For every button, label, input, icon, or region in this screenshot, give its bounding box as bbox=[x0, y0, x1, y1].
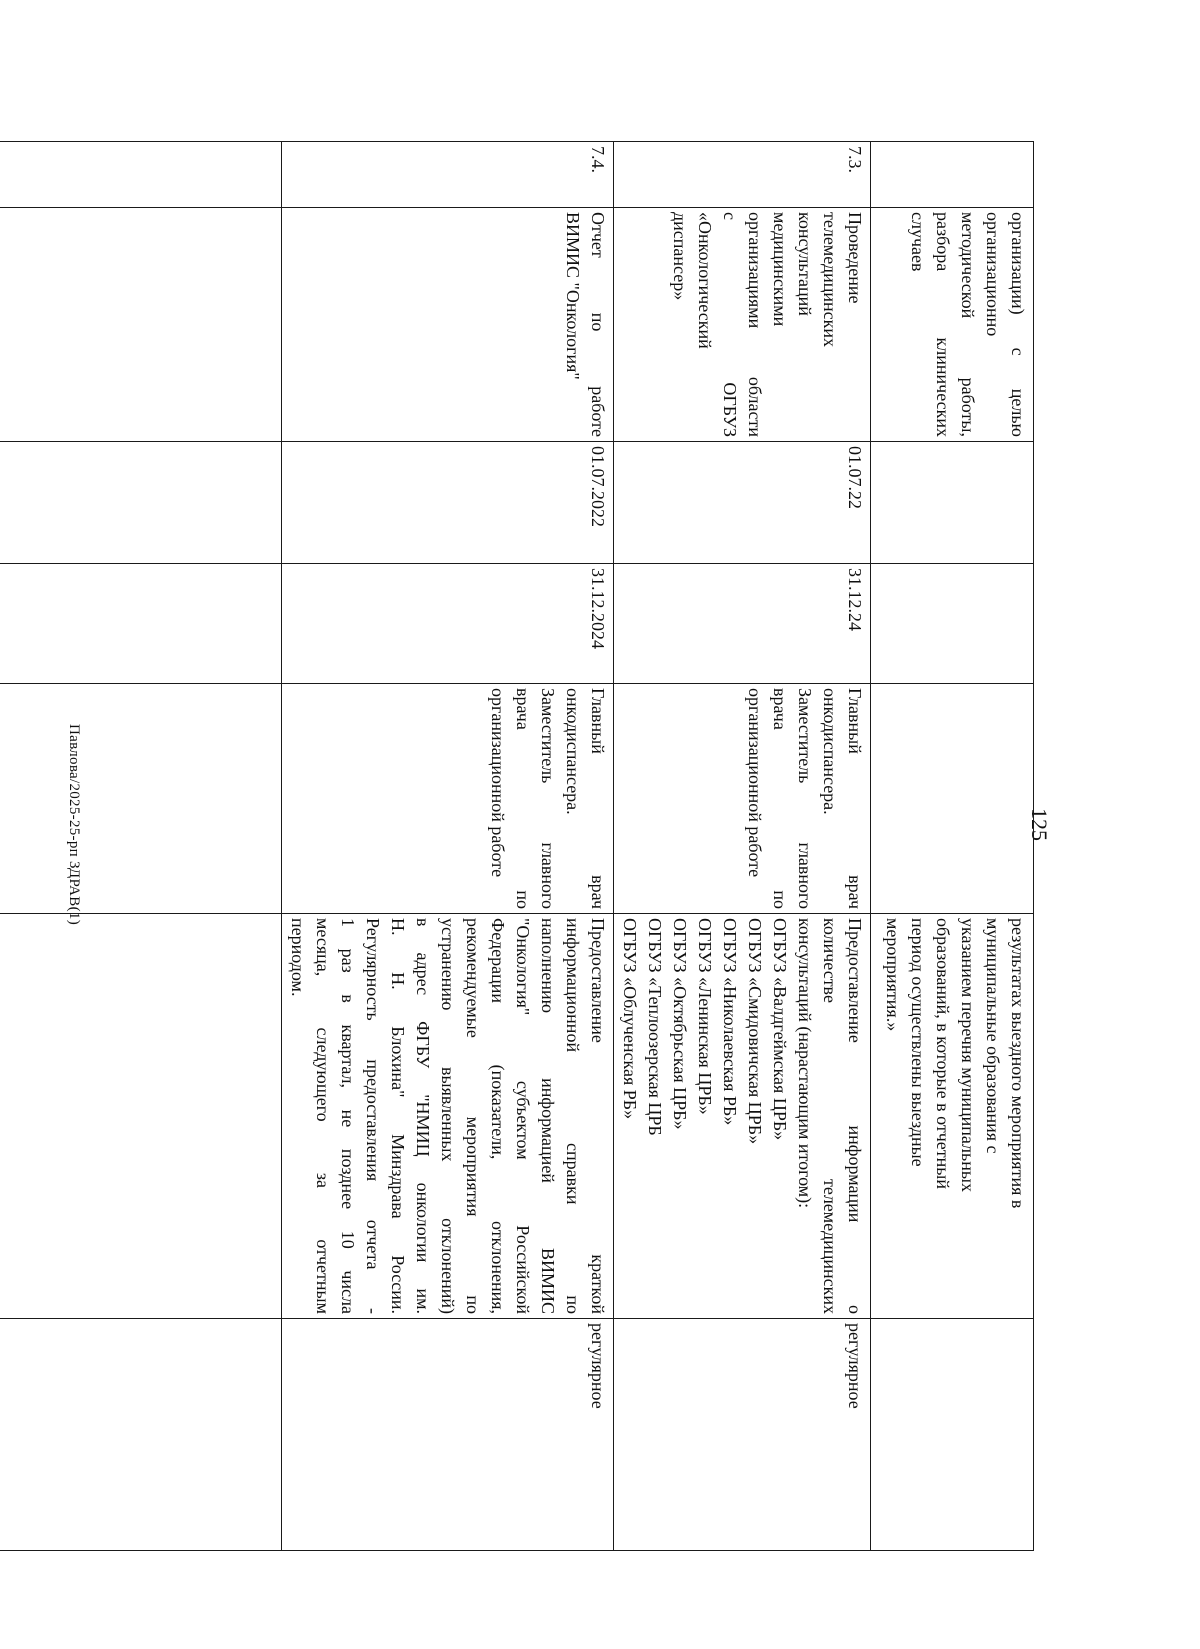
cell-frequency bbox=[871, 1319, 1034, 1551]
text-line: месяца, следующего за отчетным bbox=[313, 918, 333, 1314]
text-line: организациями области bbox=[745, 212, 765, 437]
cell-start-date bbox=[871, 442, 1034, 564]
text-line: ОГБУЗ «Николаевская РБ» bbox=[720, 918, 740, 1126]
cell-measure-name bbox=[614, 208, 871, 442]
text-line: Заместитель главного bbox=[538, 688, 558, 909]
text-line: мероприятия.» bbox=[883, 918, 903, 1032]
text-line: врача по bbox=[513, 688, 533, 909]
measures-table bbox=[0, 141, 1034, 1551]
text-line: диспансер» bbox=[670, 212, 690, 301]
cell-start-date: 01.07.22 bbox=[614, 442, 871, 564]
text-line: онкодиспансера. bbox=[820, 688, 840, 815]
text-line: информационной справки по bbox=[563, 918, 583, 1314]
text-line: рекомендуемые мероприятия по bbox=[463, 918, 483, 1314]
cell-start-date: 01.07.2022 bbox=[282, 442, 614, 564]
text-line: методической работы, bbox=[958, 212, 978, 437]
cell-measure-name bbox=[282, 208, 614, 442]
text-line: Заместитель главного bbox=[795, 688, 815, 909]
text-line: Регулярность предоставления отчета - bbox=[363, 918, 383, 1314]
text-line: врача по bbox=[770, 688, 790, 909]
cell-start-date bbox=[0, 442, 282, 564]
page-number: 125 bbox=[1027, 808, 1052, 841]
text-line: "Онкология" субъектом Российской bbox=[513, 918, 533, 1314]
text-line: наполнению информацией ВИМИС bbox=[538, 918, 558, 1314]
text-line: 1 раз в квартал, не позднее 10 числа bbox=[338, 918, 358, 1314]
cell-responsible bbox=[614, 684, 871, 914]
cell-responsible bbox=[871, 684, 1034, 914]
text-line: с ОГБУЗ bbox=[720, 212, 740, 437]
text-line: организационно bbox=[983, 212, 1003, 337]
text-line: периодом. bbox=[288, 918, 308, 997]
text-line: Н. Н. Блохина" Минздрава России. bbox=[388, 918, 408, 1314]
text-line: организационной работе bbox=[745, 688, 765, 878]
text-line: муниципальные образования с bbox=[983, 918, 1003, 1154]
cell-result bbox=[282, 914, 614, 1319]
cell-frequency: регулярное bbox=[614, 1319, 871, 1551]
cell-number bbox=[0, 142, 282, 208]
text-line: ОГБУЗ «Ленинская ЦРБ» bbox=[695, 918, 715, 1115]
text-line: консультаций bbox=[795, 212, 815, 316]
text-line: ОГБУЗ «Валдгеймская ЦРБ» bbox=[770, 918, 790, 1141]
text-line: организационной работе bbox=[488, 688, 508, 878]
text-line: образований, в которые в отчетный bbox=[933, 918, 953, 1190]
cell-end-date bbox=[0, 564, 282, 684]
text-line: количестве телемедицинских bbox=[820, 918, 840, 1314]
table-row-7-4 bbox=[282, 142, 614, 1551]
text-line: ОГБУЗ «Облученская РБ» bbox=[620, 918, 640, 1120]
text-line: случаев bbox=[908, 212, 928, 272]
text-line: результатах выездного мероприятия в bbox=[1008, 918, 1028, 1209]
text-line: Главный врач bbox=[845, 688, 865, 909]
cell-result bbox=[0, 914, 282, 1319]
text-line: Проведение bbox=[845, 212, 865, 304]
text-line: телемедицинских bbox=[820, 212, 840, 348]
cell-frequency bbox=[0, 1319, 282, 1551]
cell-measure-name bbox=[871, 208, 1034, 442]
document-code: Павлова/2025-25-рп ЗДРАВ(1) bbox=[66, 723, 82, 926]
text-line: консультаций (нарастающим итогом): bbox=[795, 918, 815, 1209]
cell-number bbox=[871, 142, 1034, 208]
text-line: указанием перечня муниципальных bbox=[958, 918, 978, 1192]
cell-end-date: 31.12.24 bbox=[614, 564, 871, 684]
table-row-empty bbox=[0, 142, 282, 1551]
cell-responsible bbox=[282, 684, 614, 914]
cell-number: 7.4. bbox=[282, 142, 614, 208]
text-line: организации) с целью bbox=[1008, 212, 1028, 437]
cell-result bbox=[614, 914, 871, 1319]
text-line: в адрес ФГБУ "НМИЦ онкологии им. bbox=[413, 918, 433, 1314]
text-line: устранению выявленных отклонений) bbox=[438, 918, 458, 1314]
cell-end-date: 31.12.2024 bbox=[282, 564, 614, 684]
table-row-continuation bbox=[871, 142, 1034, 1551]
cell-responsible bbox=[0, 684, 282, 914]
text-line: Предоставление информации о bbox=[845, 918, 865, 1314]
table-row-7-3 bbox=[614, 142, 871, 1551]
text-line: онкодиспансера. bbox=[563, 688, 583, 815]
text-line: Главный врач bbox=[588, 688, 608, 909]
text-line: Предоставление краткой bbox=[588, 918, 608, 1314]
text-line: ОГБУЗ «Теплоозерская ЦРБ bbox=[645, 918, 665, 1136]
text-line: ОГБУЗ «Смидовичская ЦРБ» bbox=[745, 918, 765, 1145]
text-line: период осуществлены выездные bbox=[908, 918, 928, 1167]
text-line: разбора клинических bbox=[933, 212, 953, 437]
cell-measure-name bbox=[0, 208, 282, 442]
text-line: медицинскими bbox=[770, 212, 790, 327]
cell-result bbox=[871, 914, 1034, 1319]
text-line: ВИМИС "Онкология" bbox=[563, 212, 583, 380]
text-line: Отчет по работе bbox=[588, 212, 608, 437]
text-line: ОГБУЗ «Октябрьская ЦРБ» bbox=[670, 918, 690, 1130]
text-line: «Онкологический bbox=[695, 212, 715, 349]
text-line: Федерации (показатели, отклонения, bbox=[488, 918, 508, 1314]
cell-end-date bbox=[871, 564, 1034, 684]
cell-number: 7.3. bbox=[614, 142, 871, 208]
cell-frequency: регулярное bbox=[282, 1319, 614, 1551]
